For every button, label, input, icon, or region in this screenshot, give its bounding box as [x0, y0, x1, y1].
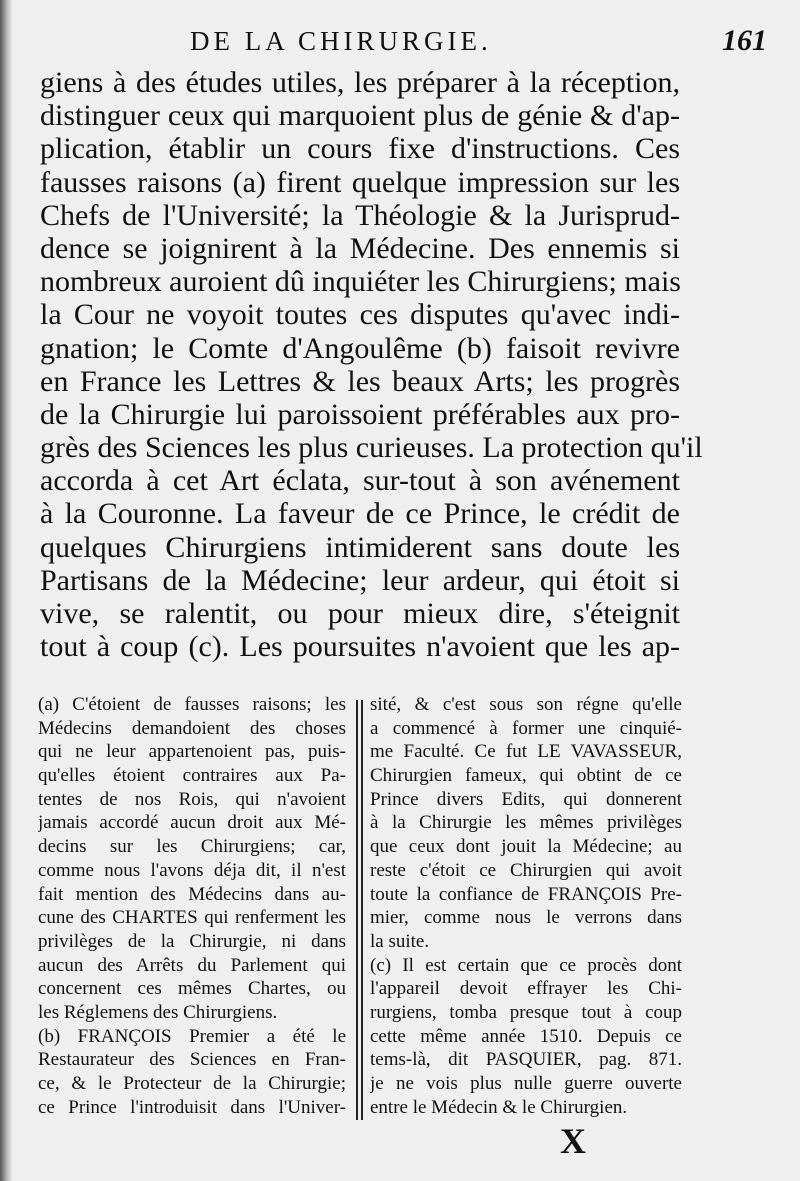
- footnote-line: à la Chirurgie les mêmes privilèges: [370, 812, 682, 834]
- page-edge-shadow: [0, 0, 12, 1181]
- footnote-line: cune des CHARTES qui renferment les: [38, 907, 346, 929]
- text-line: fausses raisons (a) firent quelque impression sur les: [40, 165, 680, 199]
- text-line: vive, se ralentit, ou pour mieux dire, s'éteignit: [40, 597, 680, 630]
- footnote-line: privilèges de la Chirurgie, ni dans: [38, 930, 346, 952]
- footnote-line: comme nous l'avons déja dit, il n'est: [38, 859, 346, 881]
- footnote-line: les Réglemens des Chirurgiens.: [38, 1001, 278, 1023]
- footnote-line: mier, comme nous le verrons dans: [370, 907, 682, 929]
- footnote-line: cette même année 1510. Depuis ce: [370, 1025, 682, 1047]
- text-line: nombreux auroient dû inquiéter les Chirurgiens; mais: [40, 265, 681, 299]
- footnote-line: aucun des Arrêts du Parlement qui: [38, 954, 346, 976]
- text-line: Partisans de la Médecine; leur ardeur, qui étoit si: [40, 563, 680, 597]
- footnote-line: (b) FRANÇOIS Premier a été le: [38, 1025, 346, 1047]
- footnote-line: reste c'étoit ce Chirurgien qui avoit: [370, 859, 682, 881]
- footnote-line: (a) C'étoient de fausses raisons; les: [38, 694, 346, 715]
- text-line: gnation; le Comte d'Angoulême (b) faisoit revivre: [40, 331, 680, 365]
- text-line: tout à coup (c). Les poursuites n'avoient que les ap-: [40, 630, 680, 664]
- footnote-line: Prince divers Edits, qui donnerent: [370, 788, 682, 810]
- footnote-line: concernent ces mêmes Chartes, ou: [38, 978, 346, 1000]
- footnote-line: que ceux dont jouit la Médecine; au: [370, 836, 682, 858]
- footnotes-right-column: [370, 693, 682, 1119]
- text-line: Chefs de l'Université; la Théologie & la Jurisprud-: [40, 198, 680, 232]
- footnote-line: entre le Médecin & le Chirurgien.: [370, 1096, 628, 1118]
- footnote-line: toute la confiance de FRANÇOIS Pre-: [370, 883, 682, 905]
- text-line: la Cour ne voyoit toutes ces disputes qu'avec indi-: [40, 298, 680, 332]
- running-title: DE LA CHIRURGIE.: [190, 26, 492, 56]
- footnote-line: (c) Il est certain que ce procès dont: [370, 954, 682, 976]
- footnote-line: decins sur les Chirurgiens; car,: [38, 836, 346, 858]
- footnote-line: qui ne leur appartenoient pas, puis-: [38, 741, 346, 763]
- footnote-line: jamais accordé aucun droit aux Mé-: [38, 812, 346, 834]
- text-line: de la Chirurgie lui paroissoient préférables aux pro-: [40, 397, 680, 431]
- footnote-line: rurgiens, tomba presque tout à coup: [370, 1001, 682, 1023]
- footnote-line: sité, & c'est sous son régne qu'elle: [370, 694, 682, 715]
- text-line: giens à des études utiles, les préparer à la réception,: [40, 66, 680, 99]
- column-divider-double-rule: [356, 700, 363, 1120]
- text-line: distinguer ceux qui marquoient plus de génie & d'ap-: [40, 99, 680, 133]
- footnote-line: Médecins demandoient des choses: [38, 717, 346, 739]
- footnote-line: je ne vois plus nulle guerre ouverte: [370, 1073, 682, 1094]
- footnote-line: fait mention des Médecins dans au-: [38, 883, 346, 905]
- text-line: dence se joignirent à la Médecine. Des ennemis si: [40, 231, 680, 265]
- footnote-line: tems-là, dit PASQUIER, pag. 871.: [370, 1049, 682, 1071]
- footnote-line: Restaurateur des Sciences en Fran-: [38, 1049, 346, 1071]
- footnote-line: la suite.: [370, 930, 430, 952]
- page-number: 161: [722, 24, 767, 57]
- footnote-line: Chirurgien fameux, qui obtint de ce: [370, 765, 682, 787]
- text-line: quelques Chirurgiens intimiderent sans doute les: [40, 530, 680, 564]
- footnote-line: me Faculté. Ce fut LE VAVASSEUR,: [370, 741, 682, 763]
- text-line: plication, établir un cours fixe d'instructions. Ces: [40, 132, 680, 166]
- footnote-line: l'appareil devoit effrayer les Chi-: [370, 978, 682, 1000]
- main-text-block: [40, 66, 703, 664]
- footnote-line: ce Prince l'introduisit dans l'Univer-: [38, 1096, 346, 1118]
- running-header: [0, 22, 800, 62]
- footnotes-left-column: [38, 693, 346, 1119]
- text-line: grès des Sciences les plus curieuses. La protection qu'il: [40, 431, 703, 465]
- signature-mark: X: [560, 1121, 586, 1161]
- footnote-line: a commencé à former une cinquié-: [370, 717, 682, 739]
- text-line: en France les Lettres & les beaux Arts; les progrès: [40, 364, 680, 398]
- text-line: accorda à cet Art éclata, sur-tout à son avénement: [40, 464, 680, 498]
- text-line: à la Couronne. La faveur de ce Prince, le crédit de: [40, 497, 680, 531]
- footnote-line: ce, & le Protecteur de la Chirurgie;: [38, 1073, 346, 1094]
- footnote-line: tentes de nos Rois, qui n'avoient: [38, 788, 346, 810]
- footnote-line: qu'elles étoient contraires aux Pa-: [38, 765, 346, 787]
